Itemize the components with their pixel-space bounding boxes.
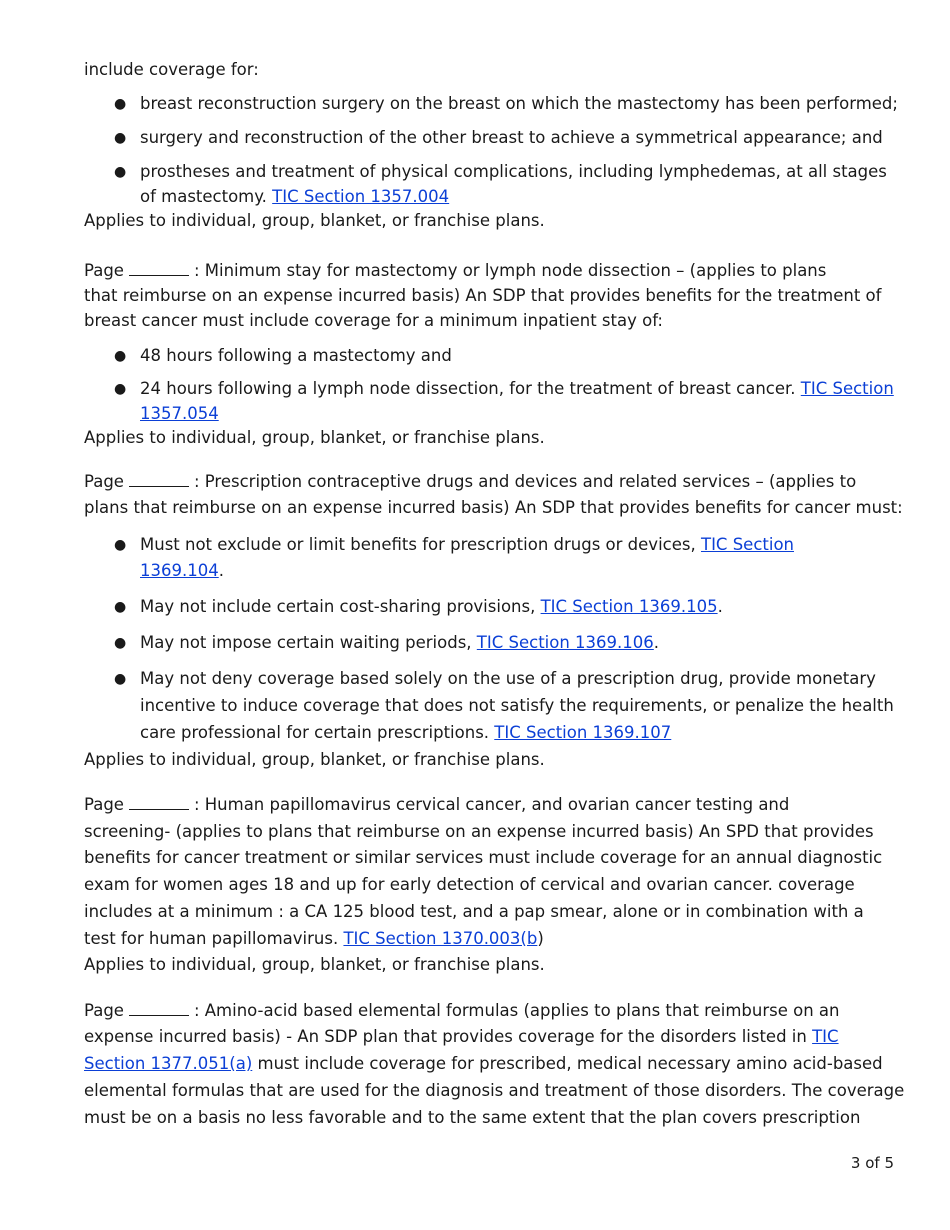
- page-number: 3 of 5: [850, 1154, 894, 1172]
- page-label: Page: [84, 795, 124, 814]
- bullet-text: prostheses and treatment of physical complications, including lymphedemas, at all stages: [140, 162, 887, 181]
- bullet-icon: ●: [114, 599, 127, 615]
- bullet-text: incentive to induce coverage that does not satisfy the requirements, or penalize the health: [140, 696, 894, 715]
- applies-text: Applies to individual, group, blanket, or franchise plans.: [84, 955, 545, 974]
- bullet-text: Must not exclude or limit benefits for prescription drugs or devices,: [140, 535, 696, 554]
- page-label: Page: [84, 472, 124, 491]
- tic-1369-104-link-cont[interactable]: 1369.104: [140, 561, 219, 580]
- page-blank: [129, 795, 189, 810]
- tic-1377-051-link-cont[interactable]: Section 1377.051(a): [84, 1054, 253, 1073]
- tic-1369-105-link[interactable]: TIC Section 1369.105: [540, 597, 718, 616]
- applies-text: Applies to individual, group, blanket, or franchise plans.: [84, 211, 545, 230]
- period: .: [218, 561, 224, 580]
- bullet-text: 24 hours following a lymph node dissection, for the treatment of breast cancer.: [140, 379, 796, 398]
- close-paren: ): [537, 929, 544, 948]
- section-text: : Prescription contraceptive drugs and devices and related services – (applies to: [193, 472, 857, 491]
- tic-1369-104-link[interactable]: TIC Section: [700, 535, 794, 554]
- body-text: that reimburse on an expense incurred basis) An SDP that provides benefits for the treatment of: [84, 286, 882, 305]
- section-heading-line: [84, 794, 789, 816]
- bullet-icon: ●: [114, 348, 127, 364]
- bullet-icon: ●: [114, 635, 127, 651]
- body-text: exam for women ages 18 and up for early detection of cervical and ovarian cancer. coverage: [84, 875, 855, 894]
- section-text: : Amino-acid based elemental formulas (applies to plans that reimburse on an: [193, 1001, 840, 1020]
- bullet-icon: ●: [114, 96, 127, 112]
- tic-1357-004-link[interactable]: TIC Section 1357.004: [272, 187, 450, 206]
- section-heading-line: [84, 471, 856, 493]
- bullet-text: May not deny coverage based solely on the use of a prescription drug, provide monetary: [140, 669, 876, 688]
- bullet-continuation: [140, 186, 449, 208]
- body-text: plans that reimburse on an expense incurred basis) An SDP that provides benefits for cancer must:: [84, 498, 903, 517]
- bullet-line: [140, 534, 794, 556]
- body-text: includes at a minimum : a CA 125 blood test, and a pap smear, alone or in combination with a: [84, 902, 864, 921]
- bullet-text: May not include certain cost-sharing provisions,: [140, 597, 536, 616]
- tic-1370-003-link[interactable]: TIC Section 1370.003(b: [343, 929, 538, 948]
- body-text: must include coverage for prescribed, medical necessary amino acid-based: [257, 1054, 883, 1073]
- tic-1369-107-link[interactable]: TIC Section 1369.107: [494, 723, 672, 742]
- intro-text: include coverage for:: [84, 60, 259, 79]
- section-heading-line: [84, 1000, 839, 1022]
- body-line: [84, 1026, 839, 1048]
- applies-text: Applies to individual, group, blanket, or franchise plans.: [84, 428, 545, 447]
- body-text: screening- (applies to plans that reimburse on an expense incurred basis) An SPD that provides: [84, 822, 874, 841]
- bullet-continuation: [140, 403, 219, 425]
- tic-1369-106-link[interactable]: TIC Section 1369.106: [476, 633, 654, 652]
- body-text: expense incurred basis) - An SDP plan that provides coverage for the disorders listed in: [84, 1027, 807, 1046]
- bullet-text: of mastectomy.: [140, 187, 267, 206]
- page-blank: [129, 1001, 189, 1016]
- section-text: : Human papillomavirus cervical cancer, and ovarian cancer testing and: [193, 795, 790, 814]
- page-blank: [129, 472, 189, 487]
- body-text: test for human papillomavirus.: [84, 929, 339, 948]
- bullet-continuation: [140, 560, 224, 582]
- body-text: benefits for cancer treatment or similar services must include coverage for an annual diagnostic: [84, 848, 883, 867]
- tic-1357-054-link-cont[interactable]: 1357.054: [140, 404, 219, 423]
- bullet-text: surgery and reconstruction of the other breast to achieve a symmetrical appearance; and: [140, 128, 883, 147]
- bullet-icon: ●: [114, 381, 127, 397]
- page-label: Page: [84, 1001, 124, 1020]
- bullet-icon: ●: [114, 130, 127, 146]
- body-text: elemental formulas that are used for the diagnosis and treatment of those disorders. The coverage: [84, 1081, 905, 1100]
- bullet-text: care professional for certain prescriptions.: [140, 723, 490, 742]
- body-line: [84, 928, 544, 950]
- tic-1377-051-link[interactable]: TIC: [812, 1027, 839, 1046]
- tic-1357-054-link[interactable]: TIC Section: [800, 379, 894, 398]
- bullet-line: [140, 596, 723, 618]
- bullet-icon: ●: [114, 671, 127, 687]
- bullet-line: [140, 632, 659, 654]
- period: .: [717, 597, 723, 616]
- page-label: Page: [84, 261, 124, 280]
- bullet-text: 48 hours following a mastectomy and: [140, 346, 452, 365]
- body-line: [84, 1053, 883, 1075]
- page-blank: [129, 261, 189, 276]
- section-text: : Minimum stay for mastectomy or lymph node dissection – (applies to plans: [193, 261, 827, 280]
- applies-text: Applies to individual, group, blanket, or franchise plans.: [84, 750, 545, 769]
- period: .: [653, 633, 660, 652]
- section-heading-line: [84, 260, 826, 282]
- bullet-text: May not impose certain waiting periods,: [140, 633, 472, 652]
- body-text: breast cancer must include coverage for a minimum inpatient stay of:: [84, 311, 663, 330]
- bullet-continuation: [140, 722, 671, 744]
- bullet-icon: ●: [114, 537, 127, 553]
- bullet-icon: ●: [114, 164, 127, 180]
- body-text: must be on a basis no less favorable and to the same extent that the plan covers prescription: [84, 1108, 861, 1127]
- bullet-text: breast reconstruction surgery on the breast on which the mastectomy has been performed;: [140, 94, 898, 113]
- bullet-line: [140, 378, 894, 400]
